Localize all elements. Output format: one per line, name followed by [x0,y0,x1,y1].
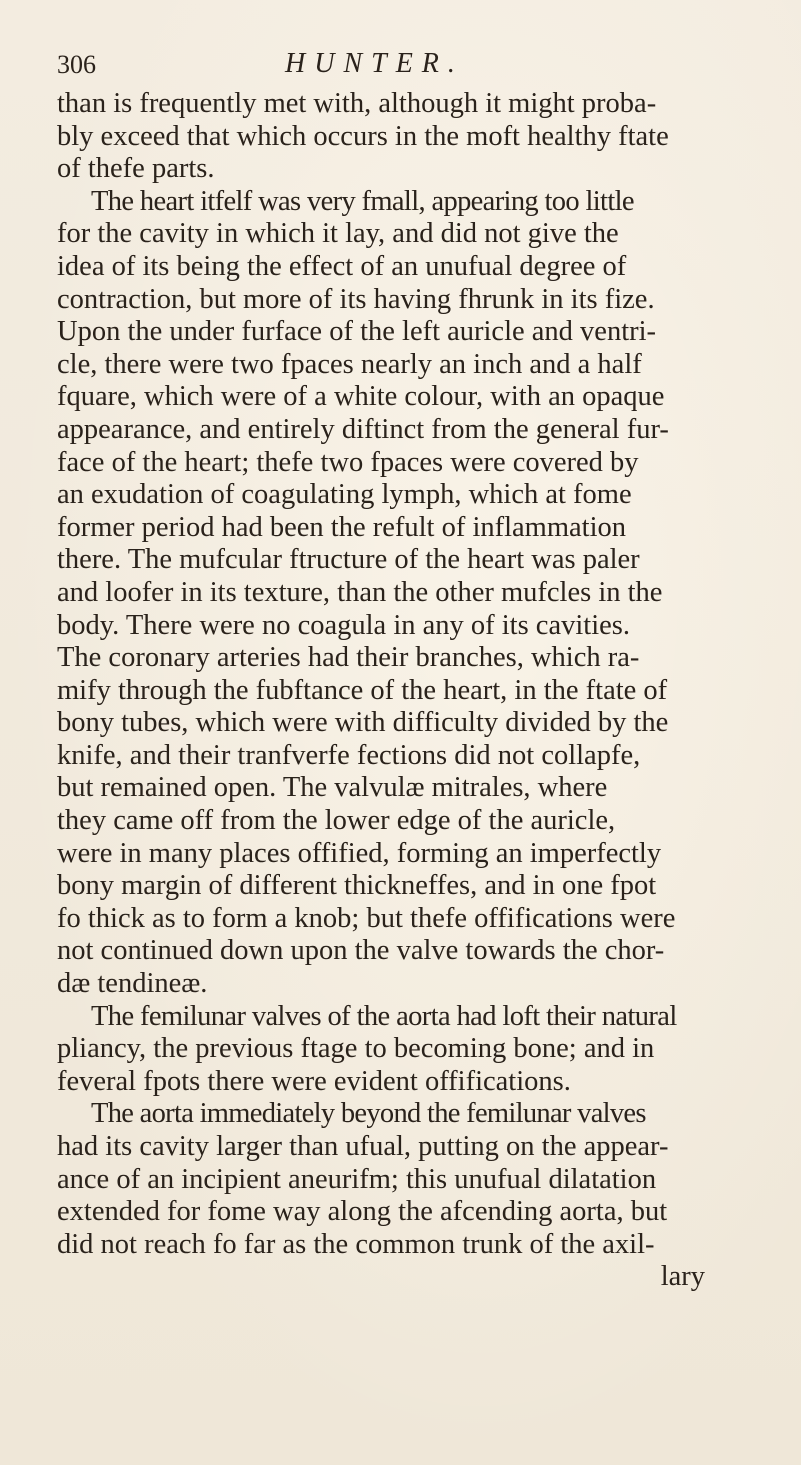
text-line: ance of an incipient aneurifm; this unufual dilatation [57,1163,657,1195]
body-text [57,88,747,1294]
text-line: face of the heart; thefe two fpaces were covered by [57,446,639,478]
text-line: The femilunar valves of the aorta had loft their natural [91,1000,677,1032]
text-line: bony margin of different thickneffes, and in one fpot [57,870,657,902]
text-line: idea of its being the effect of an unufual degree of [57,250,627,282]
text-line: than is frequently met with, although it might proba- [57,88,657,119]
text-line: contraction, but more of its having fhrunk in its fize. [57,283,655,315]
text-line: did not reach fo far as the common trunk of the axil- [57,1228,655,1260]
text-line: of thefe parts. [57,153,215,185]
text-line: pliancy, the previous ftage to becoming bone; and in [57,1033,655,1065]
text-line: mify through the fubftance of the heart, in the ftate of [57,674,668,706]
text-line: Upon the under furface of the left auricle and ventri- [57,316,657,348]
text-line: had its cavity larger than ufual, putting on the appear- [57,1131,669,1162]
text-line: but remained open. The valvulæ mitrales, where [57,772,608,804]
page-number: 306 [57,50,96,79]
text-line: extended for fome way along the afcending aorta, but [57,1196,668,1228]
text-line: for the cavity in which it lay, and did not give the [57,218,619,250]
text-line: former period had been the refult of inflammation [57,511,626,543]
running-head: HUNTER. [285,48,464,79]
text-line: were in many places offified, forming an imperfectly [57,837,662,869]
text-line: they came off from the lower edge of the auricle, [57,805,616,837]
text-line: knife, and their tranfverfe fections did not collapfe, [57,739,641,771]
text-line: fo thick as to form a knob; but thefe offifications were [57,902,676,934]
text-line: The heart itfelf was very fmall, appearing too little [91,185,634,217]
page-header [57,46,697,86]
text-line: an exudation of coagulating lymph, which at fome [57,479,632,511]
text-line: appearance, and entirely diftinct from the general fur- [57,413,669,445]
text-line: feveral fpots there were evident offifications. [57,1065,571,1097]
text-line: The aorta immediately beyond the femilunar valves [91,1098,646,1130]
text-line: not continued down upon the valve towards the chor- [57,935,665,967]
text-line: The coronary arteries had their branches, which ra- [57,642,640,674]
text-line: fquare, which were of a white colour, with an opaque [57,381,665,413]
text-line: bly exceed that which occurs in the moft healthy ftate [57,120,669,152]
text-line: cle, there were two fpaces nearly an inch and a half [57,348,642,380]
text-line: dæ tendineæ. [57,968,208,1000]
text-line: there. The mufcular ftructure of the heart was paler [57,544,640,576]
text-line: body. There were no coagula in any of its cavities. [57,609,630,641]
text-line: lary [660,1261,705,1293]
text-line: bony tubes, which were with difficulty divided by the [57,707,669,739]
text-line: and loofer in its texture, than the other mufcles in the [57,576,663,608]
